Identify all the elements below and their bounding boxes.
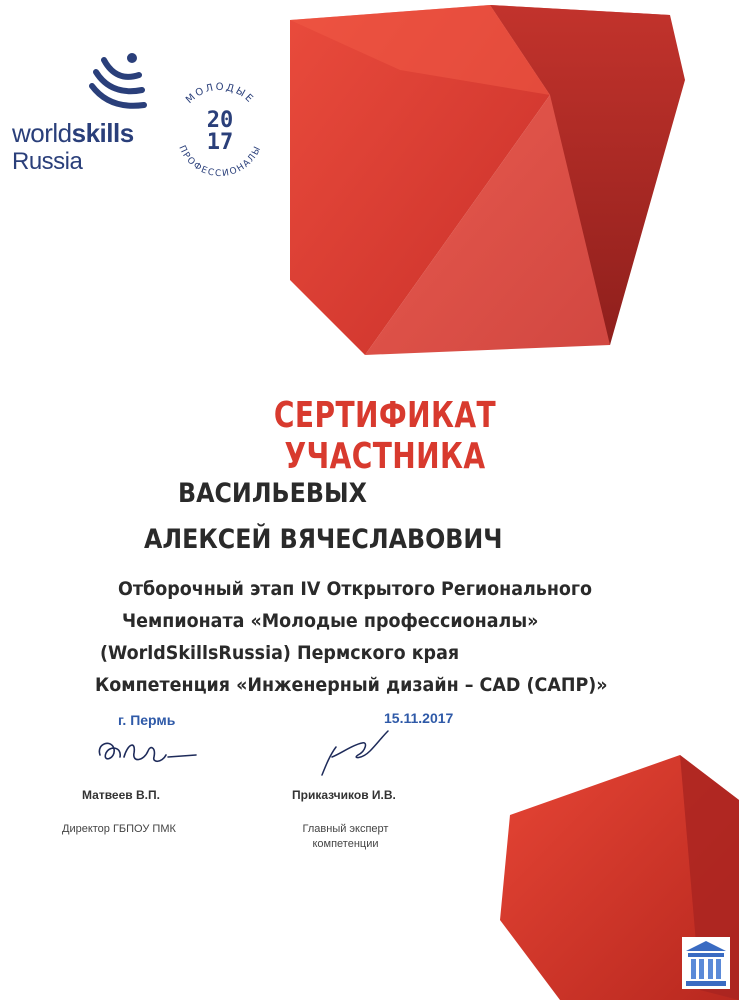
logo-skills-text: skills xyxy=(71,118,134,148)
signer-role-1 xyxy=(62,822,176,837)
event-line-1: Отборочный этап IV Открытого Регионального xyxy=(118,578,593,600)
certificate-date: 15.11.2017 xyxy=(384,710,454,726)
seal-year-top: 20 xyxy=(206,108,234,133)
signature-2 xyxy=(312,725,392,780)
logo-russia-text: Russia xyxy=(12,148,83,175)
participant-given-names: АЛЕКСЕЙ ВЯЧЕСЛАВОВИЧ xyxy=(144,524,503,555)
certificate-place: г. Пермь xyxy=(118,712,176,728)
signer-name-1: Матвеев В.П. xyxy=(82,788,160,802)
svg-text:МОЛОДЫЕ xyxy=(184,82,256,106)
signer-role-2-line-2: компетенции xyxy=(312,838,379,850)
event-line-2: Чемпионата «Молодые профессионалы» xyxy=(122,610,539,632)
participant-surname: ВАСИЛЬЕВЫХ xyxy=(178,478,367,509)
red-cube-decoration-top xyxy=(290,0,739,360)
seal-bottom-text: ПРОФЕССИОНАЛЫ xyxy=(176,144,264,180)
signer-name-2: Приказчиков И.В. xyxy=(292,788,396,802)
signer-role-2 xyxy=(298,822,393,852)
college-emblem-icon xyxy=(682,937,730,989)
seal-year-bottom: 17 xyxy=(206,130,234,155)
certificate-title: СЕРТИФИКАТ УЧАСТНИКА xyxy=(273,395,497,477)
signer-role-2-line-1: Главный эксперт xyxy=(302,823,389,835)
signature-1 xyxy=(92,733,202,771)
event-line-3: (WorldSkillsRussia) Пермского края xyxy=(100,642,460,664)
seal-top-text: МОЛОДЫЕ xyxy=(184,81,257,106)
worldskills-figure-icon xyxy=(84,50,154,120)
logo-world-text: world xyxy=(12,118,72,148)
young-professionals-seal xyxy=(165,75,275,185)
signer-role-1-line-1: Директор ГБПОУ ПМК xyxy=(62,823,176,835)
competence-line: Компетенция «Инженерный дизайн – CAD (САПР)» xyxy=(95,674,608,696)
worldskills-logo xyxy=(12,50,152,180)
